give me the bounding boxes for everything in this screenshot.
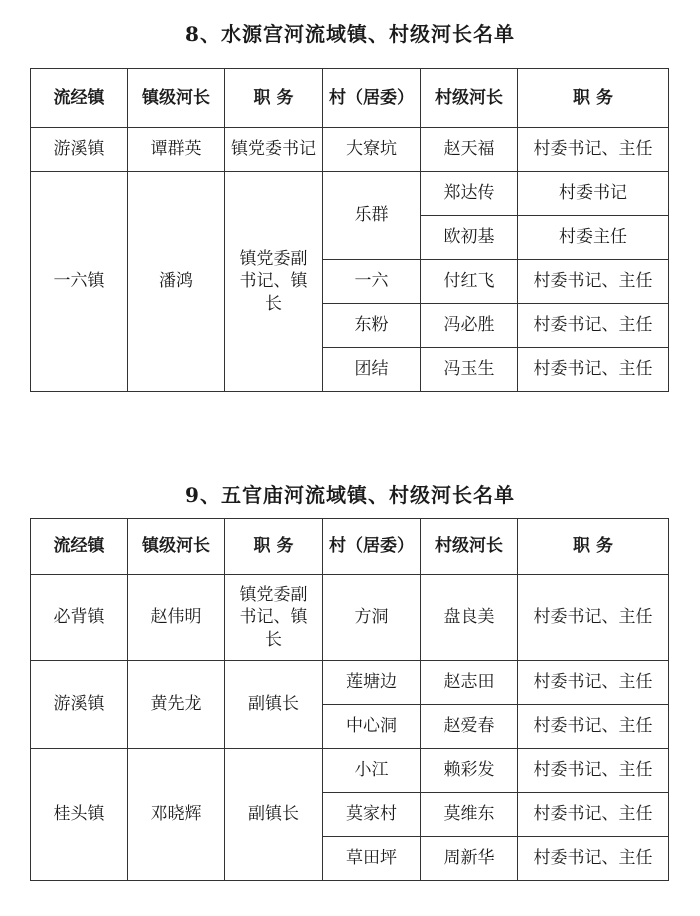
village-role-cell: 村委书记、主任 — [518, 128, 669, 172]
header-cell: 村级河长 — [421, 69, 518, 128]
village-role-cell: 村委书记、主任 — [518, 705, 669, 749]
village-cell: 草田坪 — [323, 837, 421, 881]
village-cell: 小江 — [323, 749, 421, 793]
village-chief-cell: 付红飞 — [421, 260, 518, 304]
section-title: 8、水源宫河流域镇、村级河长名单 — [185, 22, 515, 46]
village-cell: 乐群 — [323, 172, 421, 260]
town-chief-cell: 潘鸿 — [128, 172, 225, 392]
village-role-cell: 村委书记 — [518, 172, 669, 216]
village-cell: 大寮坑 — [323, 128, 421, 172]
town-role-cell: 镇党委副书记、镇长 — [225, 575, 323, 661]
town-chief-cell: 邓晓辉 — [128, 749, 225, 881]
header-cell: 职 务 — [225, 69, 323, 128]
village-chief-cell: 郑达传 — [421, 172, 518, 216]
village-cell: 莫家村 — [323, 793, 421, 837]
header-cell: 流经镇 — [31, 69, 128, 128]
village-chief-cell: 赖彩发 — [421, 749, 518, 793]
header-cell: 村（居委） — [323, 519, 421, 575]
village-role-cell: 村委书记、主任 — [518, 304, 669, 348]
town-cell: 桂头镇 — [31, 749, 128, 881]
village-role-cell: 村委书记、主任 — [518, 749, 669, 793]
village-role-cell: 村委书记、主任 — [518, 793, 669, 837]
village-chief-cell: 冯必胜 — [421, 304, 518, 348]
village-cell: 东粉 — [323, 304, 421, 348]
town-cell: 游溪镇 — [31, 661, 128, 749]
river-chief-table — [30, 68, 669, 392]
town-chief-cell: 黄先龙 — [128, 661, 225, 749]
town-chief-cell: 赵伟明 — [128, 575, 225, 661]
village-role-cell: 村委书记、主任 — [518, 575, 669, 661]
town-role-cell: 镇党委副书记、镇长 — [225, 172, 323, 392]
header-row — [31, 69, 669, 128]
village-chief-cell: 赵志田 — [421, 661, 518, 705]
village-chief-cell: 赵爱春 — [421, 705, 518, 749]
town-cell: 游溪镇 — [31, 128, 128, 172]
table-row — [31, 575, 669, 661]
village-role-cell: 村委书记、主任 — [518, 348, 669, 392]
village-chief-cell: 周新华 — [421, 837, 518, 881]
header-cell: 职 务 — [225, 519, 323, 575]
header-cell: 村级河长 — [421, 519, 518, 575]
village-cell: 一六 — [323, 260, 421, 304]
village-cell: 团结 — [323, 348, 421, 392]
village-chief-cell: 赵天福 — [421, 128, 518, 172]
header-cell: 职 务 — [518, 519, 669, 575]
village-role-cell: 村委书记、主任 — [518, 837, 669, 881]
village-cell: 中心洞 — [323, 705, 421, 749]
village-chief-cell: 欧初基 — [421, 216, 518, 260]
header-cell: 村（居委） — [323, 69, 421, 128]
header-cell: 职 务 — [518, 69, 669, 128]
header-cell: 流经镇 — [31, 519, 128, 575]
section-title: 9、五官庙河流域镇、村级河长名单 — [185, 483, 515, 507]
town-cell: 一六镇 — [31, 172, 128, 392]
town-cell: 必背镇 — [31, 575, 128, 661]
village-role-cell: 村委主任 — [518, 216, 669, 260]
village-role-cell: 村委书记、主任 — [518, 661, 669, 705]
town-chief-cell: 谭群英 — [128, 128, 225, 172]
table-row — [31, 661, 669, 705]
river-chief-table — [30, 518, 669, 881]
village-chief-cell: 冯玉生 — [421, 348, 518, 392]
table-row — [31, 172, 669, 216]
header-cell: 镇级河长 — [128, 519, 225, 575]
header-cell: 镇级河长 — [128, 69, 225, 128]
town-role-cell: 镇党委书记 — [225, 128, 323, 172]
village-role-cell: 村委书记、主任 — [518, 260, 669, 304]
village-cell: 莲塘边 — [323, 661, 421, 705]
table-row — [31, 749, 669, 793]
village-chief-cell: 莫维东 — [421, 793, 518, 837]
header-row — [31, 519, 669, 575]
town-role-cell: 副镇长 — [225, 661, 323, 749]
village-cell: 方洞 — [323, 575, 421, 661]
village-chief-cell: 盘良美 — [421, 575, 518, 661]
town-role-cell: 副镇长 — [225, 749, 323, 881]
table-row — [31, 128, 669, 172]
